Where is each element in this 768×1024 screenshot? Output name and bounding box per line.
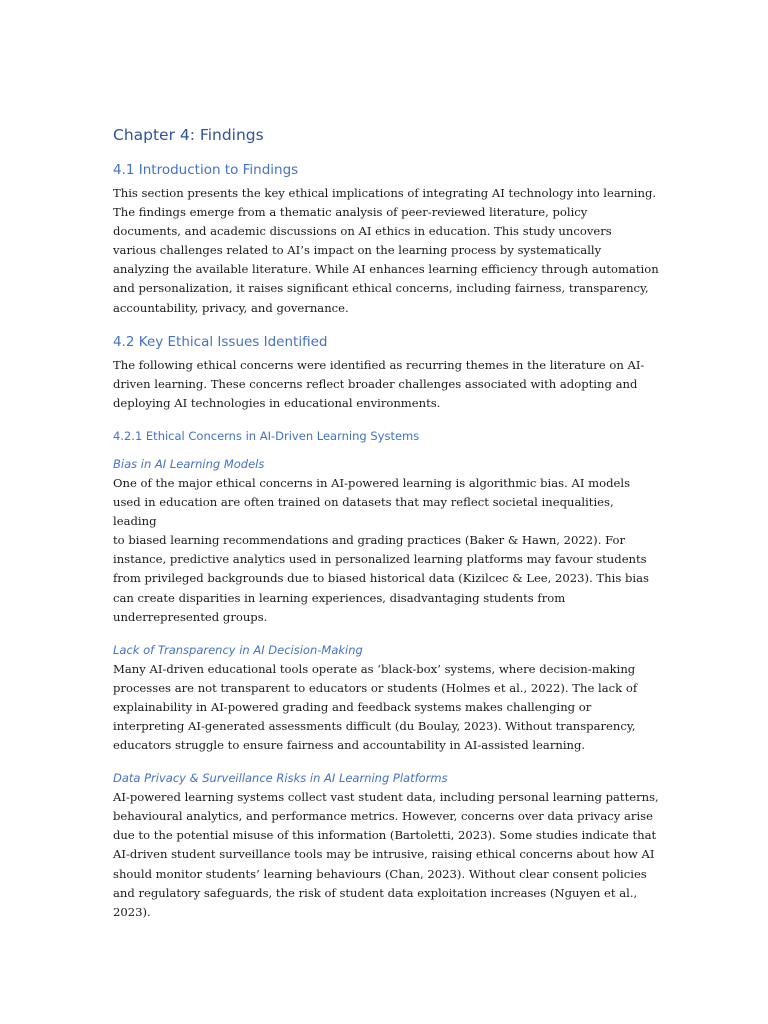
- text-line: analyzing the available literature. While AI enhances learning efficiency through automation: [113, 262, 659, 277]
- text-line: accountability, privacy, and governance.: [113, 300, 349, 315]
- paragraph-transparency: [113, 660, 659, 755]
- section-heading-key-issues: 4.2 Key Ethical Issues Identified: [113, 333, 328, 350]
- text-line: processes are not transparent to educators or students (Holmes et al., 2022). The lack of: [113, 680, 638, 695]
- topic-heading-transparency: Lack of Transparency in AI Decision-Making: [113, 642, 363, 657]
- text-line: 2023).: [113, 904, 151, 919]
- text-line: AI-driven student surveillance tools may be intrusive, raising ethical concerns about how AI: [113, 847, 655, 862]
- text-line: deploying AI technologies in educational environments.: [113, 395, 441, 410]
- text-line: from privileged backgrounds due to biased historical data (Kizilcec & Lee, 2023). This bias: [113, 571, 649, 586]
- text-line: instance, predictive analytics used in personalized learning platforms may favour students: [113, 552, 647, 567]
- text-line: This section presents the key ethical implications of integrating AI technology into learning.: [113, 186, 657, 200]
- text-line: interpreting AI-generated assessments difficult (du Boulay, 2023). Without transparency,: [113, 718, 636, 733]
- text-line: The findings emerge from a thematic analysis of peer-reviewed literature, policy: [113, 205, 588, 220]
- text-line: The following ethical concerns were identified as recurring themes in the literature on AI-: [113, 357, 645, 372]
- text-line: various challenges related to AI’s impact on the learning process by systematically: [113, 243, 602, 258]
- text-line: underrepresented groups.: [113, 609, 268, 624]
- text-line: due to the potential misuse of this information (Bartoletti, 2023). Some studies indicate that: [113, 828, 657, 843]
- text-line: used in education are often trained on datasets that may reflect societal inequalities, leading: [113, 495, 614, 529]
- text-line: driven learning. These concerns reflect broader challenges associated with adopting and: [113, 376, 638, 391]
- text-line: educators struggle to ensure fairness and accountability in AI-assisted learning.: [113, 738, 586, 753]
- document-body: [113, 124, 659, 936]
- text-line: Many AI-driven educational tools operate as ‘black-box’ systems, where decision-making: [113, 661, 636, 676]
- topic-heading-bias: Bias in AI Learning Models: [113, 456, 265, 471]
- text-line: should monitor students’ learning behaviours (Chan, 2023). Without clear consent policies: [113, 866, 647, 881]
- text-line: One of the major ethical concerns in AI-powered learning is algorithmic bias. AI models: [113, 475, 631, 490]
- paragraph-key-issues: [113, 356, 659, 413]
- subsection-heading: 4.2.1 Ethical Concerns in AI-Driven Learning Systems: [113, 428, 420, 443]
- text-line: can create disparities in learning experiences, disadvantaging students from: [113, 590, 566, 605]
- text-line: documents, and academic discussions on AI ethics in education. This study uncovers: [113, 224, 612, 239]
- text-line: and regulatory safeguards, the risk of student data exploitation increases (Nguyen et al.,: [113, 885, 638, 900]
- paragraph-intro: [113, 184, 659, 318]
- chapter-title: Chapter 4: Findings: [113, 126, 264, 144]
- text-line: explainability in AI-powered grading and feedback systems makes challenging or: [113, 699, 592, 714]
- section-heading-intro: 4.1 Introduction to Findings: [113, 162, 299, 178]
- text-line: AI-powered learning systems collect vast student data, including personal learning patterns,: [113, 790, 659, 805]
- text-line: to biased learning recommendations and grading practices (Baker & Hawn, 2022). For: [113, 533, 626, 548]
- text-line: behavioural analytics, and performance metrics. However, concerns over data privacy arise: [113, 809, 653, 824]
- paragraph-privacy: [113, 788, 659, 922]
- text-line: and personalization, it raises significant ethical concerns, including fairness, transparency,: [113, 281, 649, 296]
- paragraph-bias: [113, 474, 659, 627]
- topic-heading-privacy: Data Privacy & Surveillance Risks in AI Learning Platforms: [113, 771, 448, 786]
